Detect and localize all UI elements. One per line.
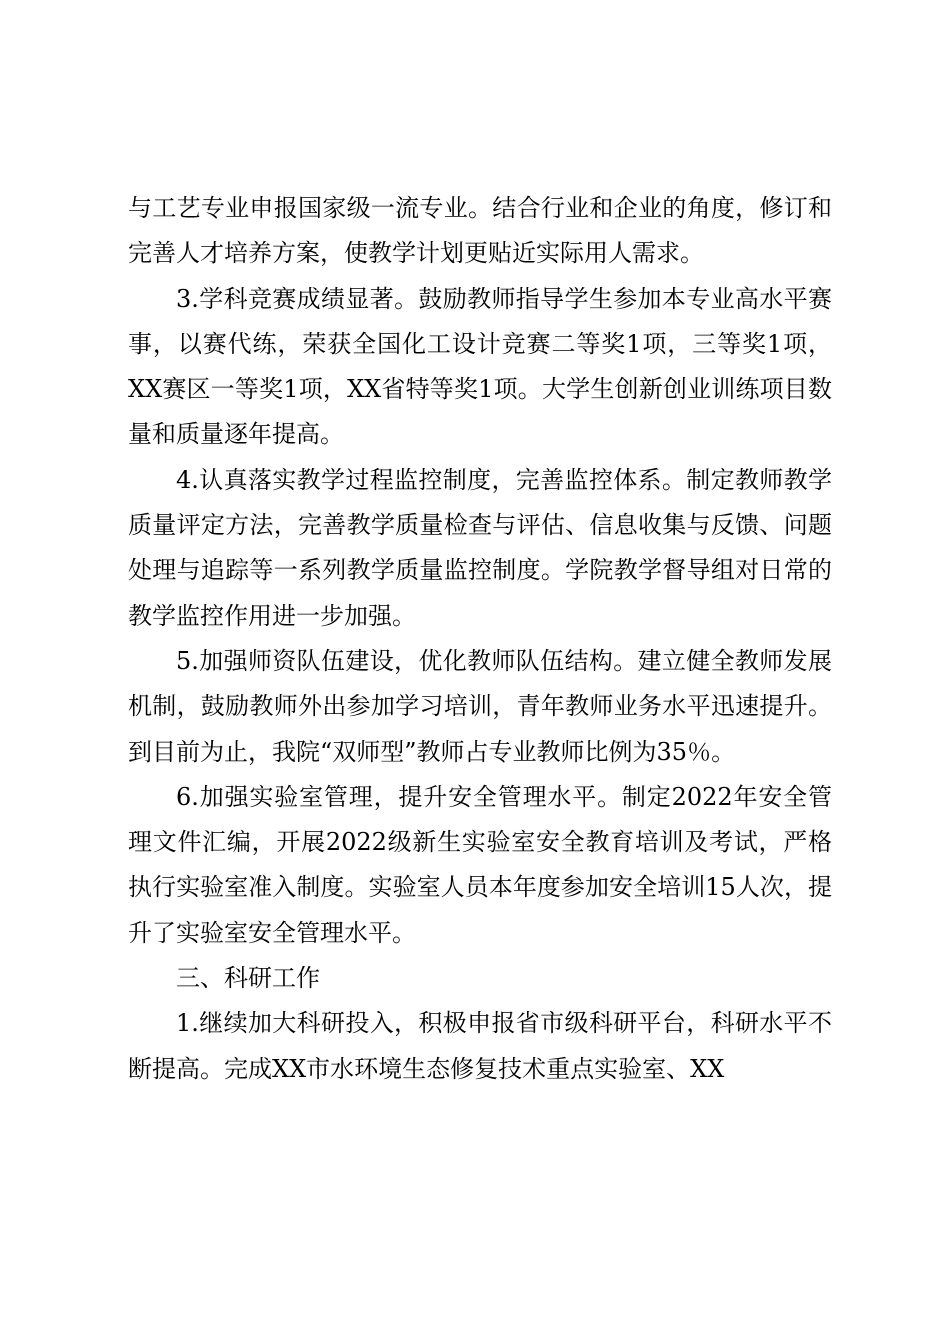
paragraph-6-lab-safety: 6.加强实验室管理，提升安全管理水平。制定2022年安全管理文件汇编，开展2022级新生实验室安全教育培训及考试，严格执行实验室准入制度。实验室人员本年度参加安全培训15人次，提升了实验室安全管理水平。	[128, 782, 832, 947]
paragraph-3-competition: 3.学科竞赛成绩显著。鼓励教师指导学生参加本专业高水平赛事，以赛代练，荣获全国化工设计竞赛二等奖1项，三等奖1项，XX赛区一等奖1项，XX省特等奖1项。大学生创新创业训练项目数量和质量逐年提高。	[128, 284, 832, 449]
paragraph-5-faculty: 5.加强师资队伍建设，优化教师队伍结构。建立健全教师发展机制，鼓励教师外出参加学习培训，青年教师业务水平迅速提升。到目前为止，我院“双师型”教师占专业教师比例为35％。	[128, 646, 832, 766]
paragraph-research-1: 1.继续加大科研投入，积极申报省市级科研平台，科研水平不断提高。完成XX市水环境生态修复技术重点实验室、XX	[128, 1009, 832, 1083]
section-heading-research: 三、科研工作	[176, 964, 320, 993]
document-body	[128, 186, 832, 1092]
paragraph-continued: 与工艺专业申报国家级一流专业。结合行业和企业的角度，修订和完善人才培养方案，使教学计划更贴近实际用人需求。	[128, 194, 832, 268]
paragraph-4-monitoring: 4.认真落实教学过程监控制度，完善监控体系。制定教师教学质量评定方法，完善教学质量检查与评估、信息收集与反馈、问题处理与追踪等一系列教学质量监控制度。学院教学督导组对日常的教学监控作用进一步加强。	[128, 465, 832, 630]
